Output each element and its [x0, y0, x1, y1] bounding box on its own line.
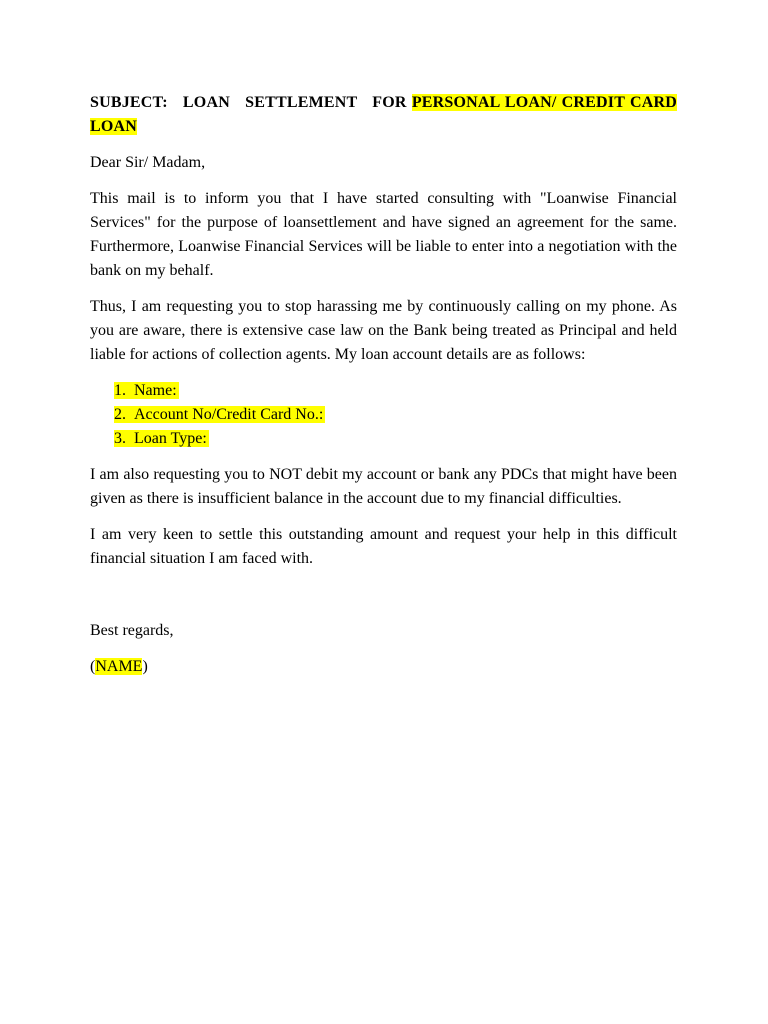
list-item-label: Name:	[134, 382, 177, 399]
signature-open: (	[90, 658, 96, 675]
list-item-number: 1.	[114, 382, 126, 399]
greeting: Dear Sir/ Madam,	[90, 154, 206, 171]
blank-line	[90, 583, 677, 619]
letter-body	[90, 91, 677, 691]
list-item-number: 2.	[114, 406, 126, 423]
subject-highlight: PERSONAL LOAN/ CREDIT CARD LOAN	[90, 94, 677, 135]
signature-name: NAME	[95, 658, 143, 675]
signature	[90, 655, 677, 679]
paragraph-request: Thus, I am requesting you to stop harassing me by continuously calling on my phone. As you are aware, there is extensive case law on the Bank being treated as Principal and held liable for actions of collection agents. My loan account details are as follows:	[90, 298, 677, 363]
list-item-label: Loan Type:	[134, 430, 207, 447]
list-item-number: 3.	[114, 430, 126, 447]
letter-subject	[90, 91, 677, 139]
list-item	[90, 379, 677, 403]
account-details-list	[90, 379, 677, 451]
subject-prefix: SUBJECT: LOAN SETTLEMENT FOR	[90, 94, 407, 111]
list-item	[90, 427, 677, 451]
paragraph-settle: I am very keen to settle this outstanding amount and request your help in this difficult financial situation I am faced with.	[90, 526, 677, 567]
paragraph-intro: This mail is to inform you that I have started consulting with "Loanwise Financial Services" for the purpose of loansettlement and have signed an agreement for the same. Furthermore, Loanwise Financial Services will be liable to enter into a negotiation with the bank on my behalf.	[90, 190, 677, 279]
paragraph-pdc: I am also requesting you to NOT debit my account or bank any PDCs that might have been given as there is insufficient balance in the account due to my financial difficulties.	[90, 466, 677, 507]
closing: Best regards,	[90, 622, 174, 639]
signature-close: )	[142, 658, 148, 675]
list-item-label: Account No/Credit Card No.:	[134, 406, 324, 423]
list-item	[90, 403, 677, 427]
